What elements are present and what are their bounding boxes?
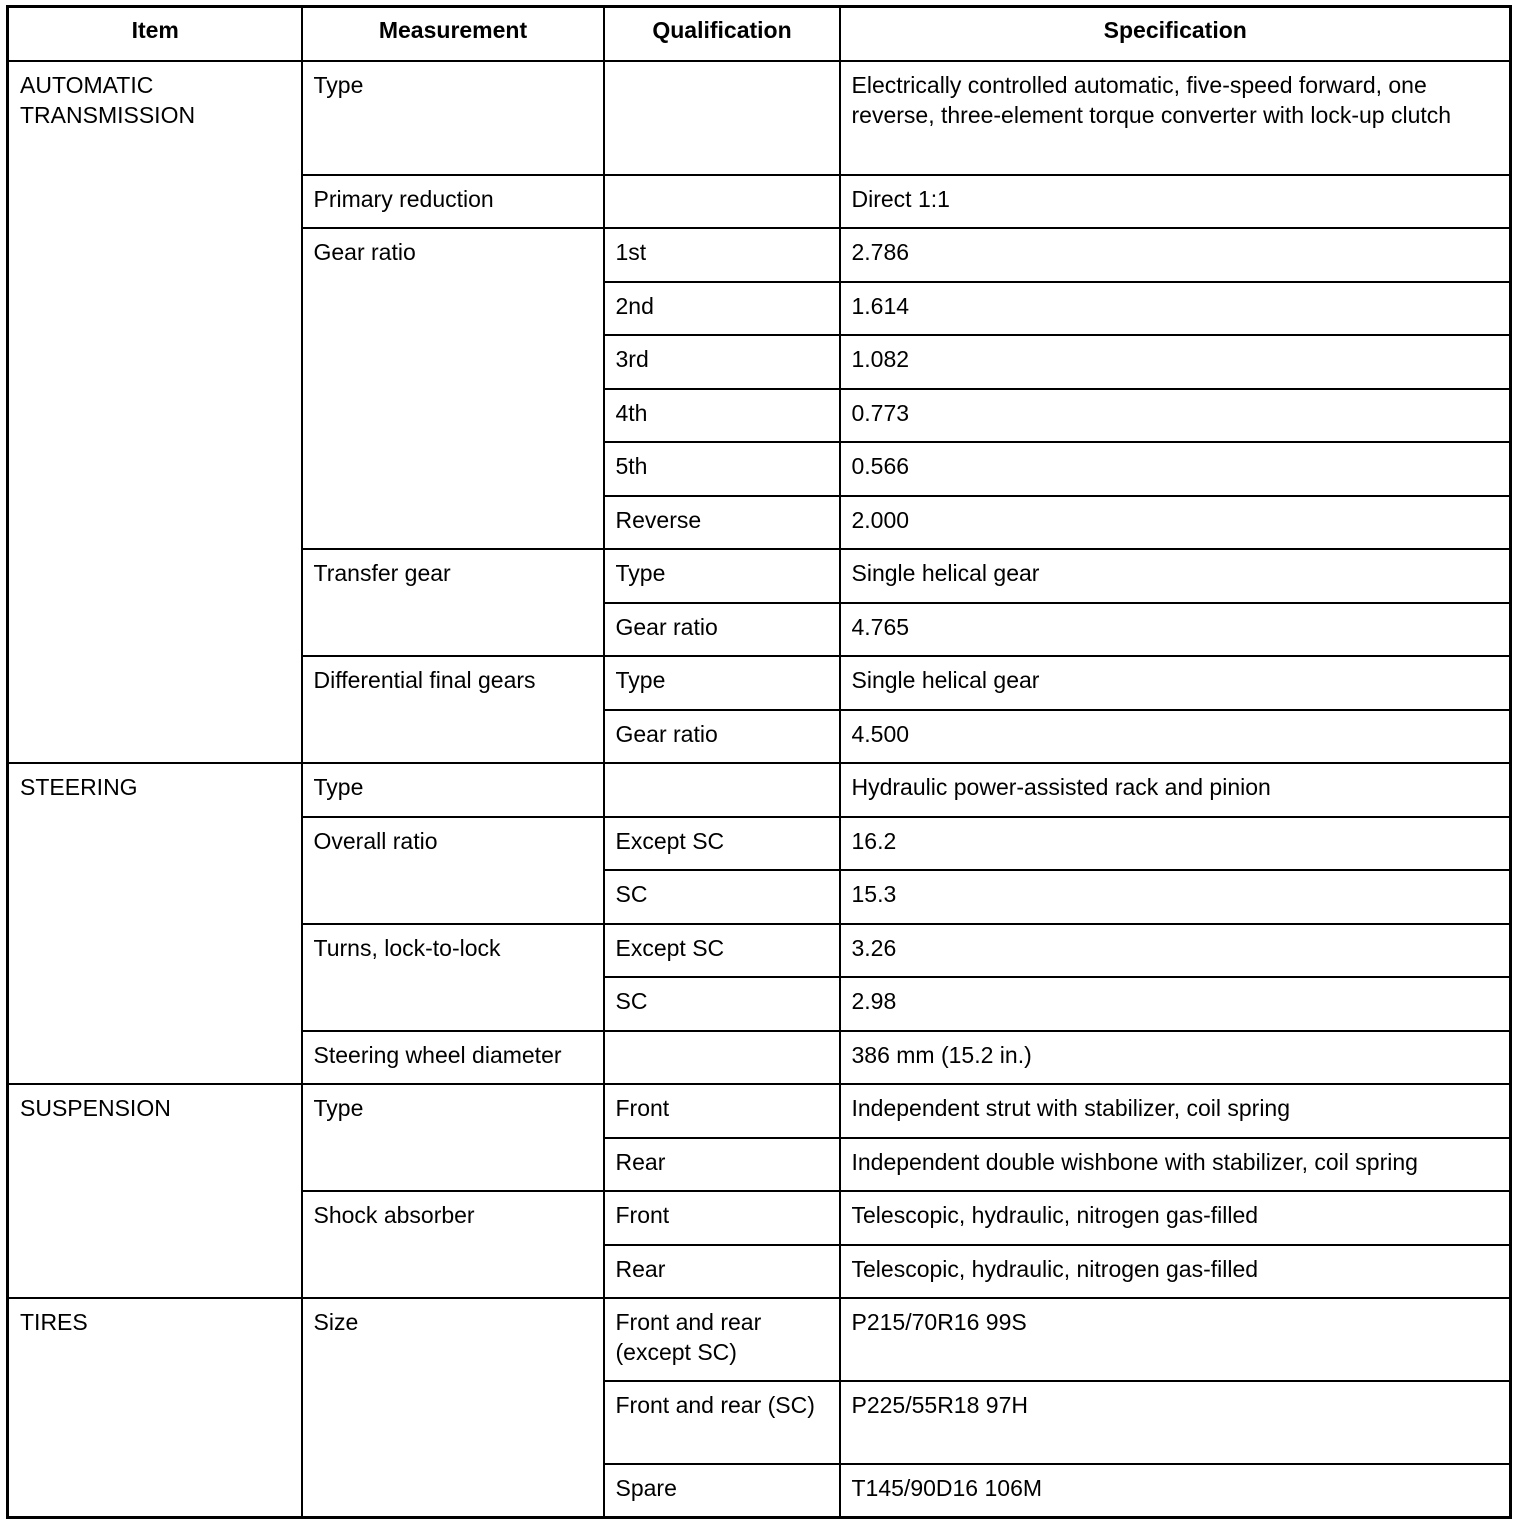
specification-cell: 4.500: [840, 710, 1511, 764]
measurement-cell: Type: [302, 763, 604, 817]
qualification-cell: Except SC: [604, 924, 840, 978]
qualification-cell: SC: [604, 870, 840, 924]
specification-cell: Direct 1:1: [840, 175, 1511, 229]
qualification-cell: Type: [604, 656, 840, 710]
qualification-cell: Spare: [604, 1464, 840, 1518]
group-automatic-transmission: AUTOMATIC TRANSMISSION: [8, 61, 302, 764]
qualification-cell: Rear: [604, 1245, 840, 1299]
specification-cell: Single helical gear: [840, 656, 1511, 710]
measurement-cell: Steering wheel diameter: [302, 1031, 604, 1085]
specification-cell: Hydraulic power-assisted rack and pinion: [840, 763, 1511, 817]
specification-cell: 2.000: [840, 496, 1511, 550]
qualification-cell: Reverse: [604, 496, 840, 550]
measurement-cell: Size: [302, 1298, 604, 1518]
specification-cell: Independent strut with stabilizer, coil spring: [840, 1084, 1511, 1138]
specification-cell: 2.786: [840, 228, 1511, 282]
qualification-cell: 3rd: [604, 335, 840, 389]
qualification-cell: Front and rear (SC): [604, 1381, 840, 1464]
measurement-cell: Gear ratio: [302, 228, 604, 549]
specification-cell: 0.566: [840, 442, 1511, 496]
qualification-cell: [604, 61, 840, 175]
table-row: [8, 1084, 1511, 1138]
measurement-cell: Type: [302, 61, 604, 175]
header-measurement: Measurement: [302, 7, 604, 61]
qualification-cell: Gear ratio: [604, 603, 840, 657]
measurement-cell: Differential final gears: [302, 656, 604, 763]
measurement-cell: Transfer gear: [302, 549, 604, 656]
header-item: Item: [8, 7, 302, 61]
specification-cell: 15.3: [840, 870, 1511, 924]
specification-cell: T145/90D16 106M: [840, 1464, 1511, 1518]
qualification-cell: 4th: [604, 389, 840, 443]
qualification-cell: Rear: [604, 1138, 840, 1192]
specification-cell: 3.26: [840, 924, 1511, 978]
group-tires: TIRES: [8, 1298, 302, 1518]
group-suspension: SUSPENSION: [8, 1084, 302, 1298]
spec-table-container: [6, 5, 1509, 1519]
qualification-cell: Front: [604, 1191, 840, 1245]
qualification-cell: Type: [604, 549, 840, 603]
qualification-cell: [604, 175, 840, 229]
measurement-cell: Type: [302, 1084, 604, 1191]
specification-cell: 16.2: [840, 817, 1511, 871]
specification-cell: Single helical gear: [840, 549, 1511, 603]
specification-cell: 1.614: [840, 282, 1511, 336]
specification-cell: P225/55R18 97H: [840, 1381, 1511, 1464]
specification-cell: 1.082: [840, 335, 1511, 389]
specification-cell: Electrically controlled automatic, five-speed forward, one reverse, three-element torque converter with lock-up clutch: [840, 61, 1511, 175]
header-specification: Specification: [840, 7, 1511, 61]
qualification-cell: SC: [604, 977, 840, 1031]
measurement-cell: Shock absorber: [302, 1191, 604, 1298]
qualification-cell: [604, 763, 840, 817]
qualification-cell: 2nd: [604, 282, 840, 336]
qualification-cell: [604, 1031, 840, 1085]
qualification-cell: Front: [604, 1084, 840, 1138]
specification-cell: Telescopic, hydraulic, nitrogen gas-filled: [840, 1191, 1511, 1245]
specification-cell: P215/70R16 99S: [840, 1298, 1511, 1381]
group-steering: STEERING: [8, 763, 302, 1084]
qualification-cell: Except SC: [604, 817, 840, 871]
table-row: [8, 61, 1511, 175]
header-row: [8, 7, 1511, 61]
specification-cell: 2.98: [840, 977, 1511, 1031]
measurement-cell: Turns, lock-to-lock: [302, 924, 604, 1031]
table-row: [8, 763, 1511, 817]
specification-cell: Independent double wishbone with stabilizer, coil spring: [840, 1138, 1511, 1192]
qualification-cell: Gear ratio: [604, 710, 840, 764]
specification-cell: 386 mm (15.2 in.): [840, 1031, 1511, 1085]
table-row: [8, 1298, 1511, 1381]
qualification-cell: Front and rear (except SC): [604, 1298, 840, 1381]
measurement-cell: Primary reduction: [302, 175, 604, 229]
measurement-cell: Overall ratio: [302, 817, 604, 924]
specification-cell: Telescopic, hydraulic, nitrogen gas-filled: [840, 1245, 1511, 1299]
qualification-cell: 1st: [604, 228, 840, 282]
specification-table: [6, 5, 1512, 1519]
header-qualification: Qualification: [604, 7, 840, 61]
specification-cell: 0.773: [840, 389, 1511, 443]
qualification-cell: 5th: [604, 442, 840, 496]
specification-cell: 4.765: [840, 603, 1511, 657]
